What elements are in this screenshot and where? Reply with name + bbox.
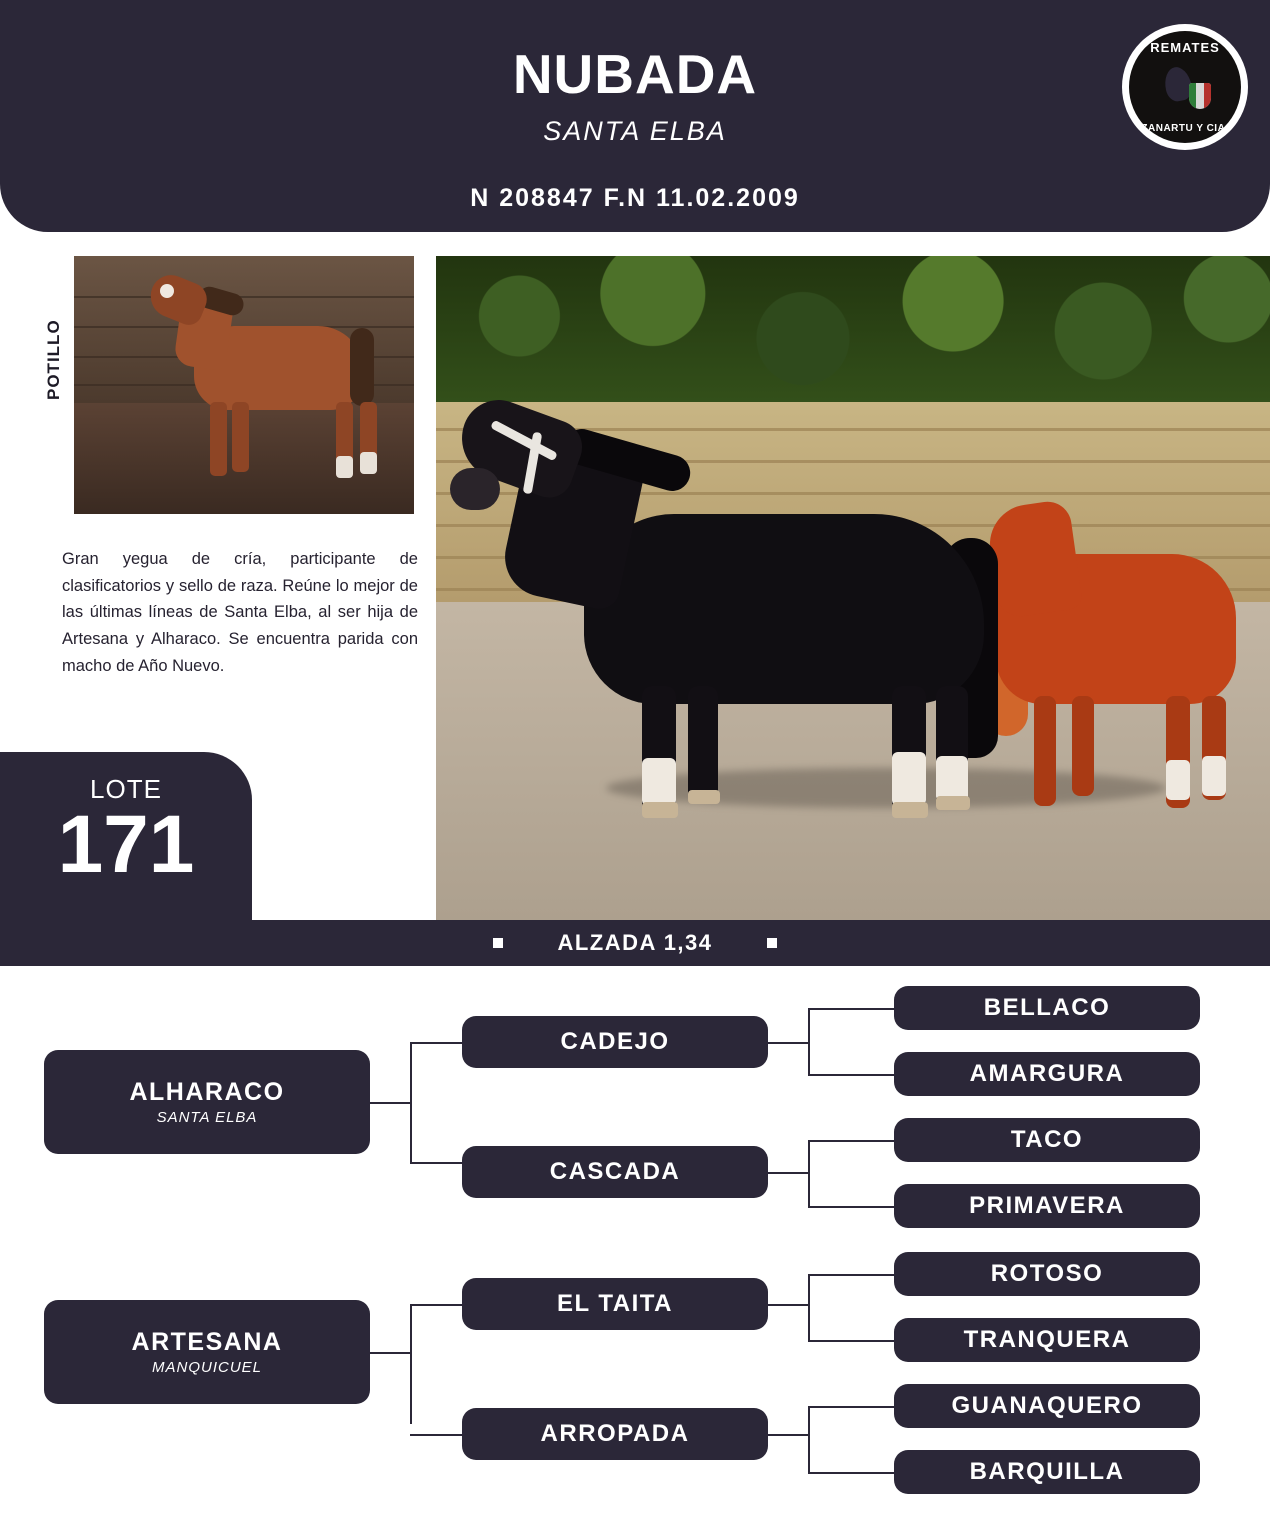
g3-name-7: GUANAQUERO [951,1392,1143,1419]
connector-g2-3-to-g3-6 [808,1340,896,1342]
g3-name-3: TACO [1010,1126,1084,1153]
pedigree-node-g2-1 [462,1016,768,1068]
connector-dam-stem [370,1352,412,1354]
connector-dam-to-g2-3 [410,1304,462,1306]
g3-name-8: BARQUILLA [969,1458,1125,1485]
pedigree-node-dam [44,1300,370,1404]
connector-g2-2-to-g3-3 [808,1140,896,1142]
pedigree-node-g3-3 [894,1118,1200,1162]
sire-name: ALHARACO [129,1078,285,1106]
breeder-subtitle: SANTA ELBA [543,116,727,146]
g2-name-3: EL TAITA [557,1290,673,1317]
registration-and-birthdate: N 208847 F.N 11.02.2009 [470,184,800,212]
connector-g2-3-vertical [808,1274,810,1340]
g3-name-4: PRIMAVERA [969,1192,1125,1219]
sire-origin: SANTA ELBA [156,1109,258,1126]
pedigree-node-g3-8 [894,1450,1200,1494]
pedigree-node-g3-2 [894,1052,1200,1096]
lot-label: LOTE [90,774,162,804]
connector-g2-4-to-g3-8 [808,1472,896,1474]
pedigree-node-g3-1 [894,986,1200,1030]
g3-name-6: TRANQUERA [963,1326,1131,1353]
lot-badge [0,752,252,924]
logo-bottom-text: ZANARTU Y CIA. [1141,123,1229,134]
g2-name-1: CADEJO [560,1028,670,1055]
connector-g2-3-stem [768,1304,810,1306]
pedigree-node-g3-5 [894,1252,1200,1296]
g3-name-5: ROTOSO [990,1260,1104,1287]
connector-sire-vertical [410,1042,412,1162]
connector-g2-4-vertical [808,1406,810,1472]
pedigree-node-g2-4 [462,1408,768,1460]
connector-sire-stem [370,1102,412,1104]
connector-g2-2-stem [768,1172,810,1174]
connector-sire-to-g2-1 [410,1042,462,1044]
pedigree-node-g2-2 [462,1146,768,1198]
connector-sire-to-g2-2 [410,1162,462,1164]
connector-g2-4-stem [768,1434,810,1436]
connector-dam-to-g2-4 [410,1434,462,1436]
pedigree-node-g2-3 [462,1278,768,1330]
connector-g2-3-to-g3-5 [808,1274,896,1276]
horse-head-icon [1159,63,1211,111]
foal-photo [74,256,414,514]
g3-name-2: AMARGURA [969,1060,1125,1087]
connector-dam-vertical [410,1304,412,1424]
logo-top-text: REMATES [1150,40,1220,55]
connector-g2-1-to-g3-2 [808,1074,896,1076]
lot-number: 171 [57,799,195,890]
remates-logo [1122,24,1248,150]
g2-name-4: ARROPADA [540,1420,690,1447]
g3-name-1: BELLACO [983,994,1111,1021]
logo-inner [1129,31,1241,143]
dam-name: ARTESANA [131,1328,283,1356]
header [0,0,1270,232]
square-bullet-left-icon [493,938,503,948]
pedigree-chart [0,966,1270,1536]
pedigree-node-sire [44,1050,370,1154]
foal-photo-label: POTILLO [44,319,63,400]
connector-g2-4-to-g3-7 [808,1406,896,1408]
main-horse-photo [436,256,1270,920]
g2-name-2: CASCADA [549,1158,681,1185]
connector-g2-2-vertical [808,1140,810,1206]
square-bullet-right-icon [767,938,777,948]
connector-g2-2-to-g3-4 [808,1206,896,1208]
pedigree-node-g3-6 [894,1318,1200,1362]
height-bar [0,920,1270,966]
page-title: NUBADA [512,43,758,105]
connector-g2-1-vertical [808,1008,810,1076]
height-value: ALZADA 1,34 [557,930,713,955]
connector-g2-1-stem [768,1042,810,1044]
pedigree-node-g3-4 [894,1184,1200,1228]
pedigree-node-g3-7 [894,1384,1200,1428]
lot-description: Gran yegua de cría, participante de clasificatorios y sello de raza. Reúne lo mejor de las últimas líneas de Santa Elba, al ser hija de Artesana y Alharaco. Se encuentra parida con macho de Año Nuevo. [62,550,418,675]
dam-origin: MANQUICUEL [151,1359,262,1376]
connector-g2-1-to-g3-1 [808,1008,896,1010]
